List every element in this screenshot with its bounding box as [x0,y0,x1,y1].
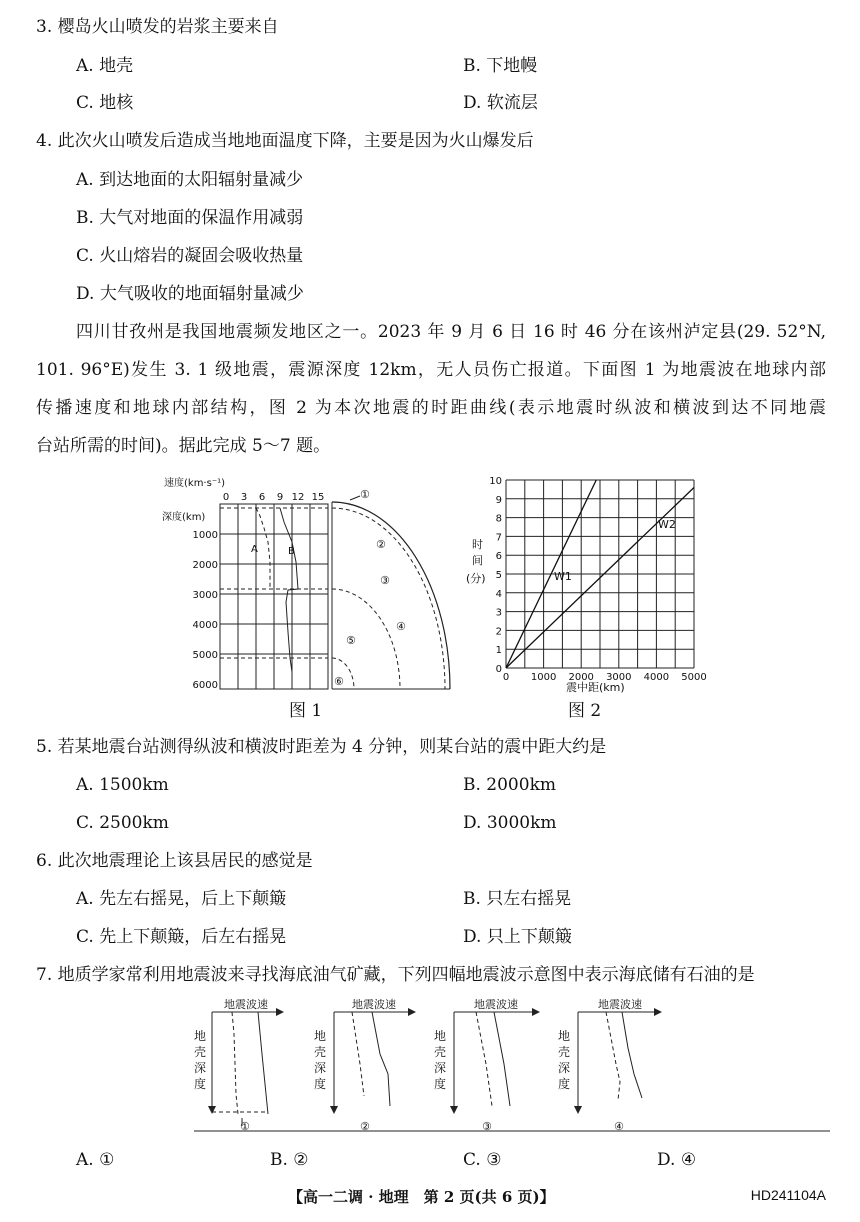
q4-stem: 4. 此次火山喷发后造成当地地面温度下降，主要是因为火山爆发后 [36,131,534,151]
q7-side-1c: 深 [194,1061,207,1075]
fig1-layer-3: ③ [380,574,390,587]
q7-option-c[interactable]: C. ③ [463,1150,502,1170]
fig2-caption: 图 2 [568,701,602,721]
q7-side-4b: 壳 [558,1045,571,1059]
fig2-grid [506,480,694,668]
fig1-label-a: A [251,544,258,555]
exam-code: HD241104A [750,1187,826,1203]
q7-panel-3 [434,997,540,1133]
fig1-label-b: B [288,546,295,557]
q7-wave-diagrams [194,994,830,1136]
q7-axis-top-2: 地震波速 [352,998,396,1011]
q7-stem: 7. 地质学家常利用地震波来寻找海底油气矿藏，下列四幅地震波示意图中表示海底储有石油的是 [36,965,755,985]
q5-stem: 5. 若某地震台站测得纵波和横波时距差为 4 分钟，则某台站的震中距大约是 [36,737,607,757]
q7-option-a[interactable]: A. ① [76,1150,115,1170]
fig1-layer-5: ⑤ [346,634,356,647]
fig2-x-label: 震中距(km) [566,681,625,694]
intro-line-1: 四川甘孜州是我国地震频发地区之一。2023 年 9 月 6 日 16 时 46 分在该州泸定县(29. 52°N, [76,322,826,342]
fig2-xtick-5: 5000 [681,672,707,683]
q7-side-3a: 地 [434,1029,447,1043]
fig1-depth-tick-5000: 5000 [192,650,218,661]
fig2-ytick-3: 3 [495,607,502,619]
fig2-ylabel-2: 间 [472,554,483,567]
fig1-speed-tick-6: 6 [258,492,266,503]
q7-side-1b: 壳 [194,1045,207,1059]
q5-option-c[interactable]: C. 2500km [76,813,169,833]
fig1-depth-tick-4000: 4000 [192,620,218,631]
fig1-curve-a [256,508,270,589]
fig2-y-label [466,537,486,585]
fig1-layer-6: ⑥ [334,675,344,688]
fig1-caption: 图 1 [289,701,323,721]
fig2-y-ticks [489,476,502,675]
q7-side-2d: 度 [314,1077,327,1091]
q4-option-d[interactable]: D. 大气吸收的地面辐射量减少 [76,284,304,304]
q4-option-b[interactable]: B. 大气对地面的保温作用减弱 [76,208,304,228]
fig2-ytick-8: 8 [495,513,502,525]
q7-axis-top-3: 地震波速 [474,998,518,1011]
q3-option-d[interactable]: D. 软流层 [463,93,538,113]
q7-side-1a: 地 [194,1029,207,1043]
q6-option-a[interactable]: A. 先左右摇晃，后上下颠簸 [76,889,287,909]
q7-side-4c: 深 [558,1061,571,1075]
q7-side-3d: 度 [434,1077,447,1091]
fig1-speed-tick-0: 0 [222,492,230,503]
fig2-ytick-5: 5 [495,570,502,581]
fig1-speed-tick-15: 15 [311,492,325,503]
fig2-ytick-0: 0 [495,664,502,675]
q7-side-4d: 度 [558,1077,571,1091]
fig2-ytick-4: 4 [495,588,502,600]
fig1-depth-tick-3000: 3000 [192,590,218,601]
q7-panel-4 [558,997,662,1133]
figure-1-earth-structure [160,472,456,694]
q6-stem: 6. 此次地震理论上该县居民的感觉是 [36,851,313,871]
q7-side-4a: 地 [558,1029,571,1043]
fig1-speed-ticks [223,492,325,503]
fig1-layer-1: ① [360,488,370,501]
q4-option-c[interactable]: C. 火山熔岩的凝固会吸收热量 [76,246,304,266]
fig2-xtick-4: 4000 [643,672,670,683]
fig2-xtick-3: 3000 [606,672,632,683]
page-footer: 【高一二调 · 地理 第 2 页(共 6 页)】 [288,1188,555,1206]
q7-option-b[interactable]: B. ② [270,1150,309,1170]
q5-option-d[interactable]: D. 3000km [463,813,557,833]
q6-option-c[interactable]: C. 先上下颠簸，后左右摇晃 [76,927,287,947]
q6-option-d[interactable]: D. 只上下颠簸 [463,927,572,947]
fig1-speed-tick-9: 9 [276,492,284,503]
q5-option-b[interactable]: B. 2000km [463,775,556,795]
fig2-ytick-7: 7 [495,532,502,544]
q6-option-b[interactable]: B. 只左右摇晃 [463,889,572,909]
fig1-curve-b [280,508,298,689]
fig1-speed-label: 速度(km·s⁻¹) [164,478,226,489]
q7-side-2c: 深 [314,1061,327,1075]
fig1-grid [220,504,328,689]
q7-label-4: ④ [614,1120,624,1133]
fig2-series-w2-label: W2 [658,518,676,531]
q7-axis-top-4: 地震波速 [598,998,642,1011]
q3-option-c[interactable]: C. 地核 [76,93,134,113]
fig2-xtick-0: 0 [502,672,510,683]
q5-option-a[interactable]: A. 1500km [76,775,169,795]
q7-label-3: ③ [482,1120,492,1133]
figure-2-time-distance-chart [466,472,707,694]
q7-side-1d: 度 [194,1077,207,1091]
fig1-speed-tick-3: 3 [240,492,248,503]
q7-label-2: ② [360,1120,370,1133]
fig1-depth-tick-2000: 2000 [192,560,218,571]
fig2-ylabel-1: 时 [472,538,483,551]
intro-line-3: 传播速度和地球内部结构，图 2 为本次地震的时距曲线(表示地震时纵波和横波到达不同地震 [36,398,826,418]
fig1-speed-tick-12: 12 [291,492,305,503]
q7-axis-top-1: 地震波速 [224,998,268,1011]
q3-stem: 3. 樱岛火山喷发的岩浆主要来自 [36,17,279,37]
q7-side-3c: 深 [434,1061,447,1075]
q3-option-a[interactable]: A. 地壳 [76,56,134,76]
intro-line-2: 101. 96°E)发生 3. 1 级地震，震源深度 12km，无人员伤亡报道。下面图 1 为地震波在地球内部 [36,360,826,380]
fig2-ylabel-3: (分) [466,572,486,585]
q7-side-2b: 壳 [314,1045,327,1059]
fig1-depth-ticks [193,530,218,691]
q7-option-d[interactable]: D. ④ [657,1150,697,1170]
fig2-ytick-9: 9 [495,494,502,506]
fig2-ytick-1: 1 [495,645,502,657]
intro-line-4: 台站所需的时间)。据此完成 5～7 题。 [36,436,331,456]
q7-panel-2 [314,997,416,1133]
fig1-layer-labels [334,488,406,688]
fig1-layer-4: ④ [396,620,406,633]
q7-side-2a: 地 [314,1029,327,1043]
fig2-xtick-2: 2000 [568,672,594,683]
fig1-pointer-1 [350,496,360,500]
fig2-ytick-10: 10 [489,476,502,487]
q4-option-a[interactable]: A. 到达地面的太阳辐射量减少 [76,170,304,190]
q7-side-3b: 壳 [434,1045,447,1059]
fig2-ytick-6: 6 [495,551,502,563]
fig1-depth-tick-1000: 1000 [192,530,218,541]
q7-label-1: ① [240,1120,250,1133]
q7-panel-1 [194,997,284,1133]
fig2-xtick-1: 1000 [530,672,557,683]
fig2-series-w1-label: W1 [554,570,572,583]
fig1-earth-section [332,502,450,689]
q3-option-b[interactable]: B. 下地幔 [463,56,538,76]
fig2-ytick-2: 2 [495,626,502,638]
fig1-depth-label: 深度(km) [162,512,206,523]
fig1-depth-tick-6000: 6000 [192,680,218,691]
fig1-layer-2: ② [376,538,386,551]
